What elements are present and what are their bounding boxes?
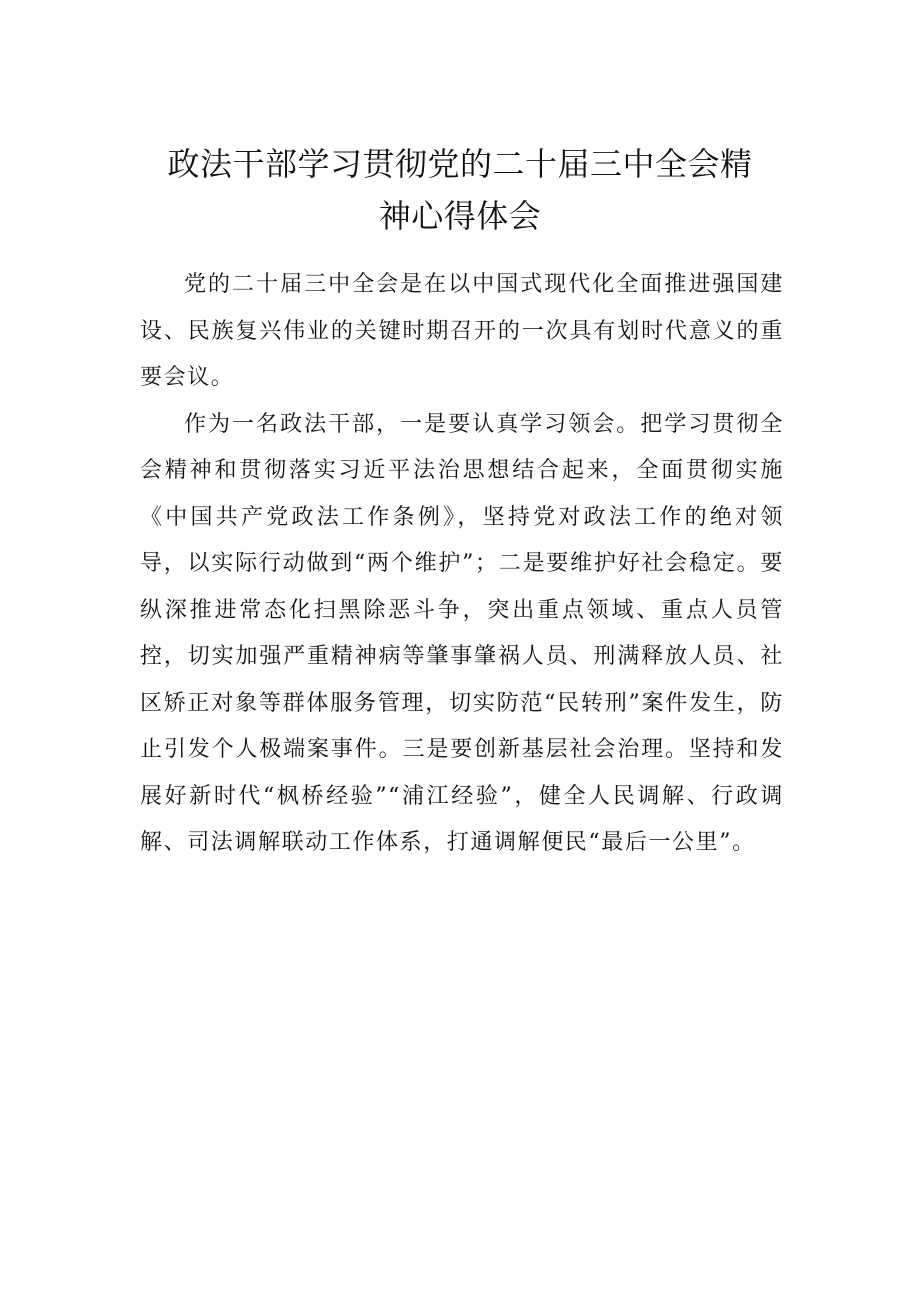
document-title: [120, 138, 800, 242]
title-line-1: 政法干部学习贯彻党的二十届三中全会精: [167, 145, 753, 183]
title-line-2: 神心得体会: [378, 197, 542, 235]
paragraph-2: 作为一名政法干部，一是要认真学习领会。把学习贯彻全会精神和贯彻落实习近平法治思想结合起来，全面贯彻实施《中国共产党政法工作条例》，坚持党对政法工作的绝对领导，以实际行动做到“两个维护”；二是要维护好社会稳定。要纵深推进常态化扫黑除恶斗争，突出重点领域、重点人员管控，切实加强严重精神病等肇事肇祸人员、刑满释放人员、社区矫正对象等群体服务管理，切实防范“民转刑”案件发生，防止引发个人极端案事件。三是要创新基层社会治理。坚持和发展好新时代“枫桥经验”“浦江经验”，健全人民调解、行政调解、司法调解联动工作体系，打通调解便民“最后一公里”。: [140, 411, 784, 855]
document-body: [140, 262, 784, 867]
paragraph-1: 党的二十届三中全会是在以中国式现代化全面推进强国建设、民族复兴伟业的关键时期召开的一次具有划时代意义的重要会议。: [140, 272, 784, 390]
